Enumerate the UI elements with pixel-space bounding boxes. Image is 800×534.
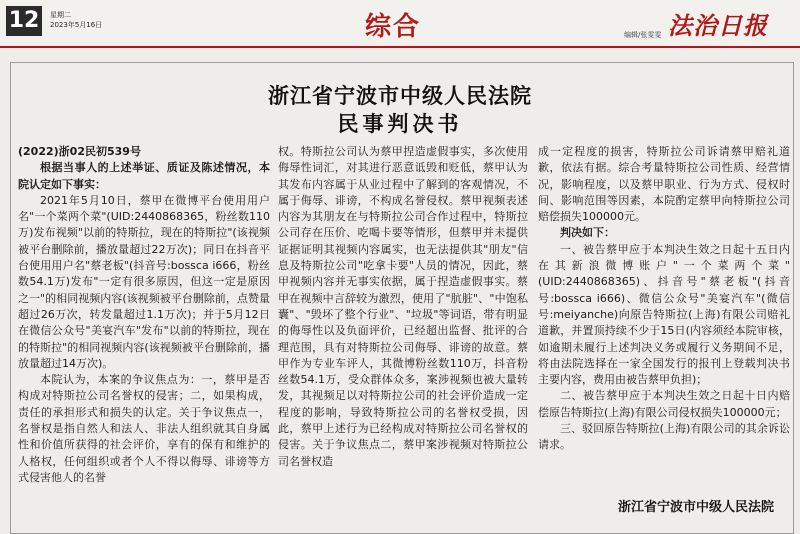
analysis-paragraph: 权。特斯拉公司认为蔡甲捏造虚假事实，多次使用侮辱性词汇，对其进行恶意诋毁和贬低，蔡甲认为其发布内容属于从业过程中了解到的客观情况，不属于侮辱、诽谤，不构成名誉侵权。蔡甲视频表述内容为其朋友在与特斯拉公司合作过程中，特斯拉公司存在压价、吃喝卡要等情形，但蔡甲并未提供证据证明其视频内容属实，也无法提供其"朋友"信息及特斯拉公司"吃拿卡要"人员的情况，因此，蔡甲视频内容并无事实依据，属于捏造虚假事实。蔡甲在视频中言辞较为激烈，使用了"肮脏"、"中饱私囊"、"毁坏了整个行业"、"垃圾"等词语，带有明显的侮辱性以及负面评价，已经超出监督、批评的合理范围，具有对特斯拉公司侮辱、诽谤的故意。蔡甲作为专业车评人，其微博粉丝数110万，抖音粉丝数54.1万，受众群体众多，案涉视频也被大量转发，其视频足以对特斯拉公司的社会评价造成一定程度的影响，导致特斯拉公司的名誉权受损，因此，蔡甲上述行为已经构成对特斯拉公司名誉权的侵害。关于争议焦点二，蔡甲案涉视频对特斯拉公司名誉权造 <box>278 145 528 468</box>
page-header <box>0 0 800 48</box>
newspaper-logo: 法治日报 <box>668 11 768 40</box>
column-3 <box>538 144 790 454</box>
judgment-heading: 判决如下： <box>560 226 615 240</box>
editor-credit: 编辑/张雯雯 <box>624 31 662 39</box>
intro-paragraph: 根据当事人的上述举证、质证及陈述情况，本院认定如下事实： <box>18 161 270 191</box>
case-number: (2022)浙02民初539号 <box>18 145 141 158</box>
column-2 <box>278 144 528 470</box>
judgment-item-3: 三、驳回原告特斯拉(上海)有限公司的其余诉讼请求。 <box>538 422 790 452</box>
opinion-paragraph: 本院认为，本案的争议焦点为：一，蔡甲是否构成对特斯拉公司名誉权的侵害；二，如果构成，责任的承担形式和损失的认定。关于争议焦点一，名誉权是指自然人和法人、非法人组织就其自身属性和价值所获得的社会评价，享有的保有和维护的人格权，任何组织或者个人不得以侮辱、诽谤等方式侵害他人的名誉 <box>18 373 270 484</box>
document-title: 民事判决书 <box>337 112 463 136</box>
facts-paragraph: 2021年5月10日，蔡甲在微博平台使用用户名"一个菜两个菜"(UID:2440868365，粉丝数110万)发布视频"以前的特斯拉，现在的特斯拉"(该视频被平台删除前，播放量超过22万次)；同日在抖音平台使用用户名"蔡老板"(抖音号:bossca i666，粉丝数54.1万)发布"一定有很多原因，但这一定是原因之一"的相同视频内容(该视频被平台删除前，点赞量超过26万次，转发量超过1.1万次)；并于5月12日在微信公众号"美宴汽车"发布"以前的特斯拉，现在的特斯拉"的相同视频内容(该视频被平台删除前，播放量超过14万次)。 <box>18 193 270 370</box>
page-number: 12 <box>6 6 42 36</box>
issue-date: 2023年5月16日 <box>50 21 103 29</box>
judgment-item-2: 二、被告蔡甲应于本判决生效之日起十日内赔偿原告特斯拉(上海)有限公司侵权损失100000元； <box>538 389 790 419</box>
column-1 <box>18 144 270 486</box>
weekday: 星期二 <box>50 11 71 19</box>
date-block <box>50 10 102 30</box>
court-title: 浙江省宁波市中级人民法院 <box>268 84 532 108</box>
court-signature: 浙江省宁波市中级人民法院 <box>618 500 775 515</box>
section-title: 综合 <box>365 12 422 42</box>
damages-paragraph: 成一定程度的损害，特斯拉公司诉请蔡甲赔礼道歉，依法有据。综合考量特斯拉公司性质、经营情况，影响程度，以及蔡甲职业、行为方式、侵权时间、影响范围等因素，本院酌定蔡甲向特斯拉公司赔偿损失100000元。 <box>538 145 790 224</box>
judgment-item-1: 一、被告蔡甲应于本判决生效之日起十五日内在其新浪微博账户"一个菜两个菜"(UID:2440868365)、抖音号"蔡老板"(抖音号:bossca i666)、微信公众号"美宴汽车"(微信号:meiyanche)向原告特斯拉(上海)有限公司赔礼道歉，并置顶持续不少于15日(内容须经本院审核，如逾期未履行上述判决义务或履行义务期间不足，将由法院选择在一家全国发行的报刊上登载判决书主要内容，费用由被告蔡甲负担)； <box>538 242 790 387</box>
